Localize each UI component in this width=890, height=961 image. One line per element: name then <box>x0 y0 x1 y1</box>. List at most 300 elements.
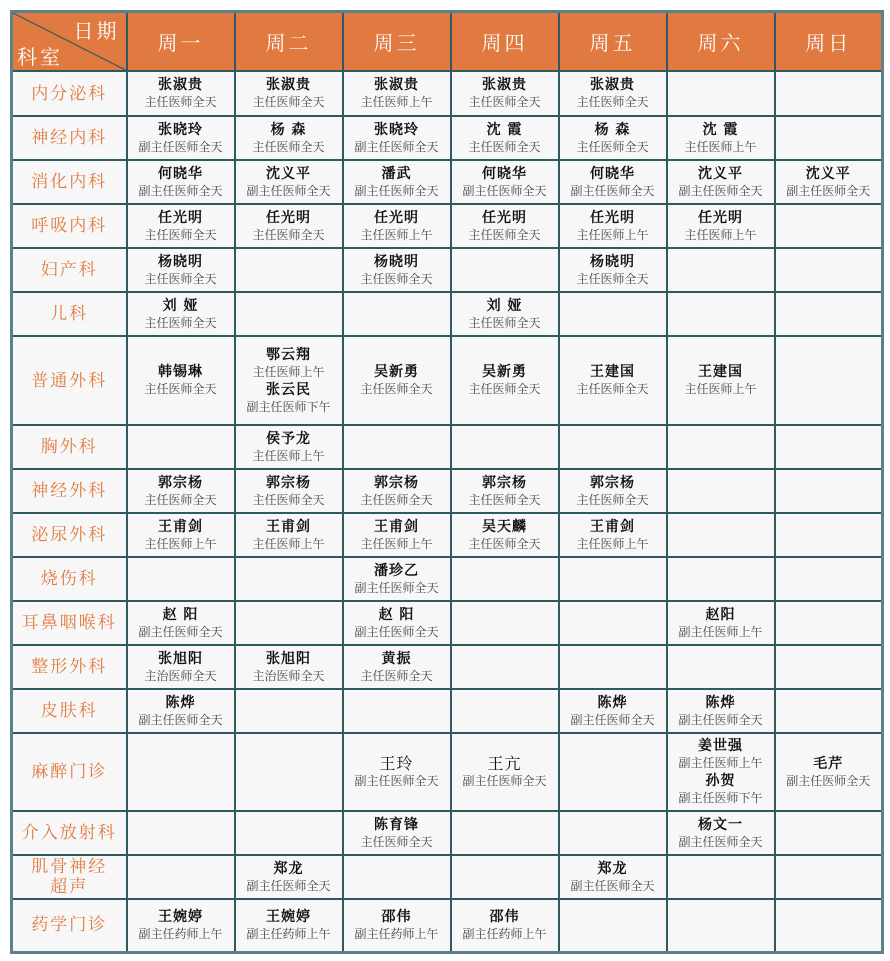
doctor-name: 王亢 <box>487 753 522 773</box>
doctor-name: 郭宗杨 <box>266 474 311 491</box>
schedule-cell <box>343 513 451 557</box>
schedule-cell <box>559 557 667 601</box>
day-header-wed: 周三 <box>343 12 451 72</box>
department-cell <box>12 557 127 601</box>
doctor-title-shift: 副主任医师全天 <box>246 878 331 893</box>
doctor-title-shift: 主任医师全天 <box>576 139 649 154</box>
doctor-title-shift: 主任医师全天 <box>576 95 649 109</box>
department-cell <box>12 336 127 425</box>
doctor-title-shift: 副主任医师上午 <box>678 756 763 770</box>
schedule-cell <box>235 160 343 204</box>
department-cell <box>12 899 127 952</box>
doctor-name: 任光明 <box>158 209 203 226</box>
doctor-title-shift: 主任医师全天 <box>144 95 217 109</box>
table-row <box>12 248 883 292</box>
schedule-cell <box>775 811 883 855</box>
schedule-cell <box>235 899 343 952</box>
department-cell <box>12 292 127 336</box>
doctor-title-shift: 主任医师全天 <box>360 382 433 396</box>
schedule-cell <box>451 71 559 116</box>
doctor-title-shift: 副主任医师全天 <box>570 878 655 893</box>
day-header-mon: 周一 <box>127 12 235 72</box>
department-label-line: 超声 <box>50 877 89 897</box>
schedule-cell <box>667 425 775 469</box>
doctor-name: 郭宗杨 <box>374 474 419 491</box>
table-row <box>12 733 883 811</box>
schedule-cell <box>235 248 343 292</box>
department-label: 神经外科 <box>31 481 108 501</box>
doctor-name: 张云民 <box>266 381 311 398</box>
doctor-title-shift: 副主任医师全天 <box>138 183 223 198</box>
schedule-cell <box>451 204 559 248</box>
doctor-name: 沈义平 <box>266 165 311 182</box>
schedule-cell <box>343 469 451 513</box>
schedule-cell <box>559 71 667 116</box>
doctor-name: 潘珍乙 <box>374 562 419 579</box>
department-label: 介入放射科 <box>21 823 117 843</box>
schedule-cell <box>235 733 343 811</box>
schedule-cell <box>559 855 667 899</box>
doctor-title-shift: 副主任医师全天 <box>138 624 223 639</box>
table-row <box>12 855 883 899</box>
department-cell <box>12 116 127 160</box>
doctor-title-shift: 副主任医师全天 <box>354 773 439 788</box>
doctor-title-shift: 主任医师全天 <box>468 382 541 396</box>
schedule-cell <box>667 469 775 513</box>
department-label: 整形外科 <box>31 657 108 677</box>
table-row <box>12 204 883 248</box>
doctor-name: 任光明 <box>482 209 527 226</box>
day-header-fri: 周五 <box>559 12 667 72</box>
schedule-cell <box>127 425 235 469</box>
schedule-cell <box>451 513 559 557</box>
schedule-cell <box>775 469 883 513</box>
doctor-name: 潘武 <box>381 165 412 182</box>
schedule-cell <box>559 513 667 557</box>
schedule-cell <box>667 248 775 292</box>
doctor-title-shift: 副主任医师全天 <box>786 773 871 788</box>
department-label: 烧伤科 <box>40 569 98 589</box>
schedule-cell <box>775 248 883 292</box>
doctor-name: 杨晓明 <box>374 253 419 270</box>
department-label: 药学门诊 <box>31 915 108 936</box>
doctor-name: 张晓玲 <box>374 121 419 138</box>
doctor-title-shift: 副主任医师全天 <box>246 183 331 198</box>
doctor-title-shift: 副主任医师全天 <box>786 183 871 198</box>
doctor-name: 任光明 <box>590 209 635 226</box>
schedule-cell <box>343 899 451 952</box>
doctor-title-shift: 副主任医师全天 <box>462 183 547 198</box>
schedule-cell <box>775 116 883 160</box>
doctor-title-shift: 主任医师上午 <box>684 227 757 242</box>
doctor-title-shift: 主任医师全天 <box>468 315 541 330</box>
department-cell <box>12 204 127 248</box>
department-label: 胸外科 <box>40 437 98 457</box>
schedule-cell <box>127 811 235 855</box>
schedule-cell <box>667 689 775 733</box>
doctor-title-shift: 主任医师全天 <box>360 492 433 507</box>
doctor-name: 侯予龙 <box>266 430 311 447</box>
doctor-name: 沈义平 <box>805 165 851 182</box>
schedule-cell <box>127 601 235 645</box>
schedule-cell <box>343 425 451 469</box>
doctor-title-shift: 副主任医师全天 <box>678 834 763 849</box>
doctor-title-shift: 副主任医师全天 <box>138 712 223 727</box>
schedule-cell <box>127 689 235 733</box>
department-cell <box>12 425 127 469</box>
doctor-name: 何晓华 <box>482 165 527 182</box>
schedule-cell <box>775 855 883 899</box>
department-cell <box>12 855 127 899</box>
schedule-cell <box>559 811 667 855</box>
doctor-title-shift: 主任医师全天 <box>360 834 433 849</box>
department-cell <box>12 645 127 689</box>
outpatient-schedule-table <box>10 10 884 954</box>
table-row <box>12 116 883 160</box>
doctor-title-shift: 副主任医师下午 <box>678 791 763 805</box>
schedule-cell <box>775 160 883 204</box>
table-row <box>12 469 883 513</box>
department-cell <box>12 811 127 855</box>
schedule-cell <box>451 425 559 469</box>
doctor-title-shift: 副主任医师全天 <box>462 773 547 788</box>
department-label: 皮肤科 <box>40 701 98 721</box>
doctor-title-shift: 主任医师全天 <box>144 382 217 396</box>
day-header-tue: 周二 <box>235 12 343 72</box>
schedule-cell <box>235 292 343 336</box>
doctor-title-shift: 主任医师全天 <box>252 492 325 507</box>
doctor-title-shift: 主治医师全天 <box>144 668 217 683</box>
table-row <box>12 292 883 336</box>
doctor-title-shift: 主任医师全天 <box>252 139 325 154</box>
schedule-cell <box>127 557 235 601</box>
schedule-cell <box>127 645 235 689</box>
doctor-name: 郑龙 <box>597 860 628 877</box>
doctor-name: 王甫剑 <box>158 518 203 535</box>
schedule-cell <box>775 71 883 116</box>
doctor-name: 邵伟 <box>381 908 412 925</box>
schedule-cell <box>667 71 775 116</box>
department-cell <box>12 160 127 204</box>
doctor-title-shift: 主任医师全天 <box>468 492 541 507</box>
doctor-name: 赵阳 <box>705 606 736 623</box>
department-label: 耳鼻咽喉科 <box>21 613 117 633</box>
doctor-name: 王甫剑 <box>590 518 635 535</box>
header-row <box>12 12 883 72</box>
doctor-name: 沈义平 <box>698 165 743 182</box>
doctor-title-shift: 主任医师上午 <box>144 536 217 551</box>
schedule-cell <box>451 292 559 336</box>
doctor-title-shift: 主治医师全天 <box>252 668 325 683</box>
schedule-cell <box>235 557 343 601</box>
schedule-cell <box>451 645 559 689</box>
doctor-title-shift: 主任医师全天 <box>144 492 217 507</box>
schedule-cell <box>343 645 451 689</box>
schedule-cell <box>667 855 775 899</box>
schedule-cell <box>667 116 775 160</box>
schedule-cell <box>451 557 559 601</box>
corner-header <box>12 12 127 72</box>
doctor-title-shift: 主任医师上午 <box>252 448 325 463</box>
schedule-cell <box>775 336 883 425</box>
department-label: 消化内科 <box>31 172 108 192</box>
table-row <box>12 160 883 204</box>
doctor-name: 何晓华 <box>158 165 203 182</box>
doctor-title-shift: 主任医师全天 <box>576 382 649 396</box>
schedule-body <box>12 71 883 952</box>
doctor-title-shift: 主任医师全天 <box>468 139 541 154</box>
schedule-cell <box>775 425 883 469</box>
doctor-name: 毛芹 <box>813 755 844 772</box>
doctor-name: 王婉婷 <box>266 908 311 925</box>
schedule-cell <box>667 204 775 248</box>
schedule-cell <box>127 248 235 292</box>
doctor-title-shift: 副主任医师下午 <box>246 399 331 414</box>
department-cell <box>12 469 127 513</box>
schedule-cell <box>559 204 667 248</box>
doctor-name: 张晓玲 <box>158 121 203 138</box>
doctor-name: 杨晓明 <box>590 253 635 270</box>
table-row <box>12 601 883 645</box>
doctor-title-shift: 主任医师全天 <box>468 227 541 242</box>
doctor-name: 张淑贵 <box>266 77 311 93</box>
schedule-cell <box>451 855 559 899</box>
schedule-cell <box>775 292 883 336</box>
schedule-cell <box>235 855 343 899</box>
schedule-cell <box>451 689 559 733</box>
doctor-name: 陈烨 <box>165 694 196 711</box>
doctor-title-shift: 副主任药师上午 <box>462 926 547 941</box>
doctor-name: 杨 森 <box>594 121 631 138</box>
schedule-cell <box>775 733 883 811</box>
schedule-cell <box>559 248 667 292</box>
department-cell <box>12 513 127 557</box>
doctor-title-shift: 副主任医师全天 <box>678 183 763 198</box>
doctor-title-shift: 主任医师上午 <box>360 536 433 551</box>
schedule-cell <box>127 513 235 557</box>
doctor-name: 邵伟 <box>489 908 520 925</box>
schedule-cell <box>235 469 343 513</box>
schedule-cell <box>451 160 559 204</box>
schedule-cell <box>235 811 343 855</box>
schedule-cell <box>235 645 343 689</box>
schedule-cell <box>127 899 235 952</box>
schedule-cell <box>343 733 451 811</box>
schedule-cell <box>559 160 667 204</box>
doctor-name: 张旭阳 <box>158 650 203 667</box>
doctor-name: 何晓华 <box>590 165 635 182</box>
schedule-cell <box>559 899 667 952</box>
department-cell <box>12 601 127 645</box>
table-row <box>12 513 883 557</box>
department-label: 麻醉门诊 <box>31 762 108 782</box>
department-label: 普通外科 <box>31 370 108 391</box>
doctor-name: 陈烨 <box>597 694 628 711</box>
schedule-cell <box>775 601 883 645</box>
schedule-cell <box>235 116 343 160</box>
doctor-name: 沈 霞 <box>702 121 739 138</box>
schedule-cell <box>451 116 559 160</box>
table-row <box>12 811 883 855</box>
schedule-cell <box>667 733 775 811</box>
schedule-cell <box>667 811 775 855</box>
doctor-name: 郭宗杨 <box>590 474 635 491</box>
doctor-title-shift: 副主任药师上午 <box>246 926 331 941</box>
doctor-title-shift: 主任医师上午 <box>252 536 325 551</box>
doctor-title-shift: 主任医师全天 <box>576 271 649 286</box>
schedule-cell <box>559 425 667 469</box>
doctor-name: 刘 娅 <box>162 297 199 314</box>
schedule-cell <box>559 733 667 811</box>
schedule-cell <box>343 811 451 855</box>
doctor-title-shift: 主任医师上午 <box>360 227 433 242</box>
department-label: 泌尿外科 <box>31 525 108 545</box>
doctor-name: 姜世强 <box>698 738 743 754</box>
schedule-cell <box>451 601 559 645</box>
day-header-sun: 周日 <box>775 12 883 72</box>
doctor-name: 吴新勇 <box>482 364 527 380</box>
schedule-cell <box>667 557 775 601</box>
schedule-cell <box>775 204 883 248</box>
table-row <box>12 899 883 952</box>
schedule-cell <box>775 899 883 952</box>
schedule-cell <box>343 71 451 116</box>
schedule-cell <box>667 160 775 204</box>
schedule-cell <box>343 248 451 292</box>
doctor-title-shift: 主任医师全天 <box>252 227 325 242</box>
doctor-name: 张淑贵 <box>482 77 527 93</box>
doctor-name: 王甫剑 <box>374 518 419 535</box>
doctor-title-shift: 主任医师全天 <box>252 95 325 109</box>
doctor-title-shift: 副主任医师全天 <box>354 183 439 198</box>
schedule-cell <box>235 513 343 557</box>
doctor-name: 王建国 <box>590 364 635 380</box>
department-cell <box>12 733 127 811</box>
schedule-cell <box>775 645 883 689</box>
doctor-name: 吴天麟 <box>482 518 527 535</box>
doctor-name: 赵 阳 <box>162 606 199 623</box>
department-label: 神经内科 <box>31 128 108 148</box>
schedule-cell <box>667 513 775 557</box>
schedule-cell <box>559 116 667 160</box>
schedule-cell <box>451 733 559 811</box>
doctor-title-shift: 副主任医师上午 <box>678 624 763 639</box>
doctor-name: 陈烨 <box>705 694 736 711</box>
doctor-name: 杨文一 <box>698 816 743 833</box>
doctor-title-shift: 副主任医师全天 <box>678 712 763 727</box>
department-label-line: 肌骨神经 <box>31 857 108 877</box>
doctor-name: 任光明 <box>374 209 419 226</box>
schedule-cell <box>775 513 883 557</box>
doctor-name: 张淑贵 <box>158 77 203 93</box>
doctor-name: 任光明 <box>266 209 311 226</box>
schedule-cell <box>559 292 667 336</box>
doctor-title-shift: 主任医师全天 <box>360 668 433 683</box>
doctor-name: 赵 阳 <box>378 606 415 623</box>
doctor-name: 陈育锋 <box>374 816 419 833</box>
doctor-name: 王建国 <box>698 364 743 380</box>
schedule-cell <box>127 733 235 811</box>
schedule-cell <box>343 204 451 248</box>
schedule-cell <box>127 336 235 425</box>
doctor-name: 韩锡琳 <box>158 364 203 380</box>
doctor-title-shift: 主任医师全天 <box>468 536 541 551</box>
doctor-name: 杨 森 <box>270 121 307 138</box>
schedule-cell <box>235 336 343 425</box>
schedule-cell <box>235 204 343 248</box>
schedule-cell <box>127 292 235 336</box>
doctor-title-shift: 主任医师全天 <box>144 271 217 286</box>
doctor-title-shift: 主任医师全天 <box>360 271 433 286</box>
schedule-cell <box>451 469 559 513</box>
schedule-cell <box>667 645 775 689</box>
schedule-cell <box>343 160 451 204</box>
schedule-cell <box>343 557 451 601</box>
department-label: 妇产科 <box>40 260 98 280</box>
doctor-title-shift: 主任医师上午 <box>684 382 757 396</box>
doctor-title-shift: 副主任医师全天 <box>354 624 439 639</box>
schedule-cell <box>343 601 451 645</box>
department-cell <box>12 689 127 733</box>
corner-dept-label: 科室 <box>17 45 63 69</box>
doctor-name: 黄振 <box>381 650 412 667</box>
schedule-cell <box>559 645 667 689</box>
doctor-title-shift: 副主任医师全天 <box>138 139 223 154</box>
doctor-name: 刘 娅 <box>486 297 523 314</box>
schedule-cell <box>343 689 451 733</box>
doctor-name: 任光明 <box>698 209 743 226</box>
schedule-cell <box>127 160 235 204</box>
doctor-title-shift: 副主任药师上午 <box>138 926 223 941</box>
schedule-cell <box>235 425 343 469</box>
day-header-thu: 周四 <box>451 12 559 72</box>
doctor-title-shift: 主任医师全天 <box>576 492 649 507</box>
schedule-cell <box>343 116 451 160</box>
doctor-name: 王玲 <box>379 753 414 773</box>
doctor-title-shift: 主任医师全天 <box>144 315 217 330</box>
doctor-name: 孙贺 <box>705 773 736 789</box>
schedule-cell <box>451 899 559 952</box>
department-label: 儿科 <box>50 304 89 324</box>
schedule-cell <box>343 855 451 899</box>
doctor-title-shift: 副主任医师全天 <box>570 183 655 198</box>
doctor-title-shift: 副主任医师全天 <box>570 712 655 727</box>
table-row <box>12 336 883 425</box>
schedule-cell <box>127 855 235 899</box>
schedule-cell <box>127 469 235 513</box>
table-row <box>12 557 883 601</box>
doctor-name: 王婉婷 <box>158 908 203 925</box>
doctor-name: 张淑贵 <box>590 77 635 93</box>
schedule-cell <box>667 601 775 645</box>
schedule-cell <box>127 116 235 160</box>
doctor-title-shift: 主任医师全天 <box>468 95 541 109</box>
doctor-name: 鄂云翔 <box>266 346 311 363</box>
doctor-title-shift: 主任医师上午 <box>576 227 649 242</box>
table-row <box>12 71 883 116</box>
doctor-title-shift: 主任医师上午 <box>576 536 649 551</box>
table-row <box>12 689 883 733</box>
schedule-cell <box>451 336 559 425</box>
doctor-name: 吴新勇 <box>374 364 419 380</box>
schedule-cell <box>127 204 235 248</box>
schedule-cell <box>559 689 667 733</box>
doctor-title-shift: 副主任医师全天 <box>354 139 439 154</box>
doctor-title-shift: 副主任医师全天 <box>354 580 439 595</box>
doctor-title-shift: 主任医师上午 <box>684 139 757 154</box>
doctor-name: 王甫剑 <box>266 518 311 535</box>
department-label: 呼吸内科 <box>31 216 108 236</box>
